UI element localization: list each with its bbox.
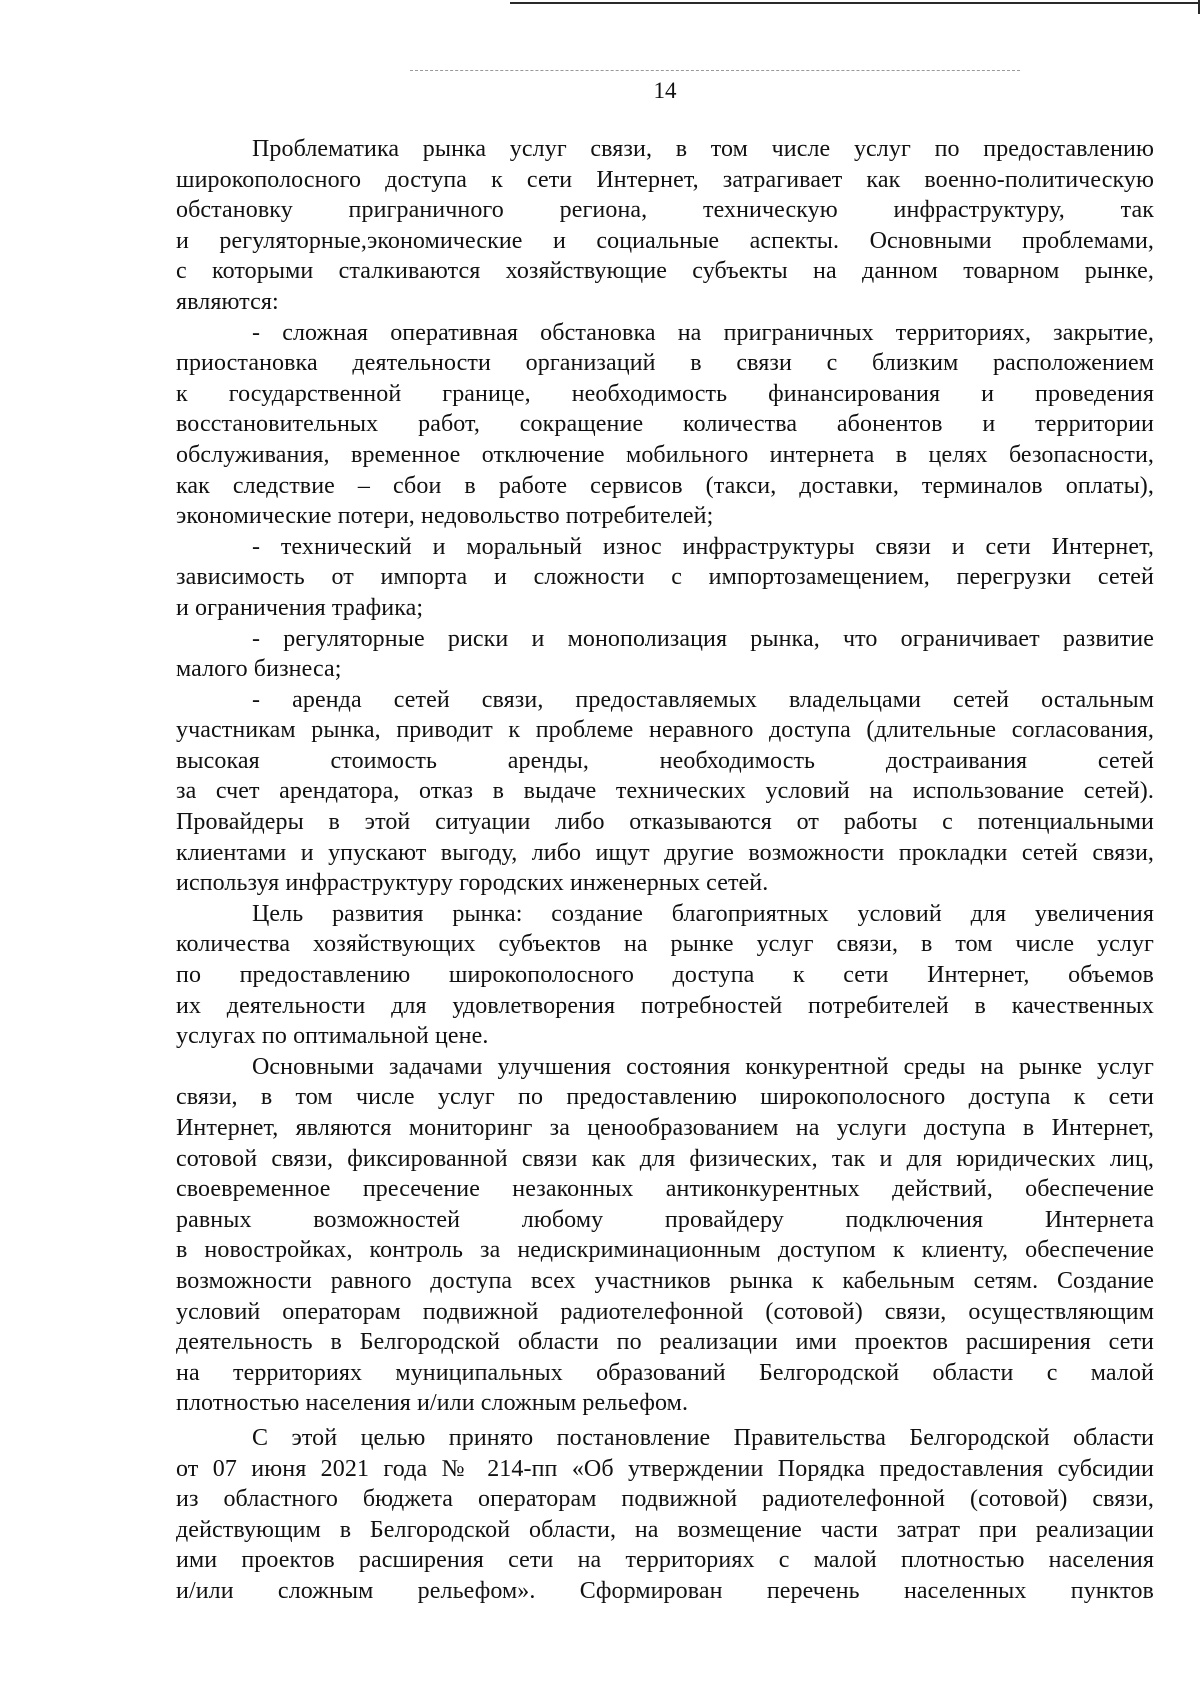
- text-line: являются:: [176, 288, 279, 315]
- text-line: Интернет, являются мониторинг за ценообразованием на услуги доступа в Интернет,: [176, 1115, 1154, 1141]
- text-line: Цель развития рынка: создание благоприятных условий для увеличения: [252, 900, 1154, 927]
- text-line: сотовой связи, фиксированной связи как для физических, так и для юридических лиц,: [176, 1145, 1154, 1172]
- text-line: условий операторам подвижной радиотелефонной (сотовой) связи, осуществляющим: [176, 1298, 1154, 1325]
- scan-edge-top: [510, 2, 1200, 4]
- text-line: - сложная оперативная обстановка на приграничных территориях, закрытие,: [252, 319, 1154, 346]
- paragraph-market-goal: [176, 899, 1154, 1052]
- paragraph-network-rental: [176, 685, 1154, 899]
- text-line: Основными задачами улучшения состояния конкурентной среды на рынке услуг: [252, 1053, 1154, 1080]
- text-line: восстановительных работ, сокращение количества абонентов и территории: [176, 411, 1154, 438]
- text-line: своевременное пресечение незаконных антиконкурентных действий, обеспечение: [176, 1176, 1154, 1203]
- paragraph-main-tasks: [176, 1052, 1154, 1419]
- text-line: как следствие – сбои в работе сервисов (такси, доставки, терминалов оплаты),: [176, 472, 1154, 499]
- text-line: за счет арендатора, отказ в выдаче технических условий на использование сетей).: [176, 778, 1154, 805]
- text-line: возможности равного доступа всех участников рынка к кабельным сетям. Создание: [176, 1267, 1154, 1294]
- text-line: на территориях муниципальных образований Белгородской области с малой: [176, 1359, 1154, 1386]
- text-line: зависимость от импорта и сложности с импортозамещением, перегрузки сетей: [176, 564, 1154, 591]
- text-line: широкополосного доступа к сети Интернет, затрагивает как военно-политическую: [176, 166, 1154, 193]
- text-line: С этой целью принято постановление Правительства Белгородской области: [252, 1424, 1154, 1451]
- text-line: равных возможностей любому провайдеру подключения Интернета: [176, 1206, 1154, 1233]
- text-line: - аренда сетей связи, предоставляемых владельцами сетей остальным: [252, 686, 1154, 713]
- paragraph-government-resolution: [176, 1423, 1154, 1607]
- text-line: высокая стоимость аренды, необходимость достраивания сетей: [176, 747, 1154, 774]
- header-rule: [410, 70, 1020, 71]
- text-line: Провайдеры в этой ситуации либо отказываются от работы с потенциальными: [176, 809, 1154, 836]
- text-line: - технический и моральный износ инфраструктуры связи и сети Интернет,: [252, 533, 1154, 560]
- text-line: - регуляторные риски и монополизация рынка, что ограничивает развитие: [252, 625, 1154, 652]
- text-line: с которыми сталкиваются хозяйствующие субъекты на данном товарном рынке,: [176, 258, 1154, 285]
- text-line: Проблематика рынка услуг связи, в том числе услуг по предоставлению: [252, 136, 1154, 162]
- text-line: по предоставлению широкополосного доступа к сети Интернет, объемов: [176, 962, 1154, 989]
- text-line: и ограничения трафика;: [176, 594, 424, 621]
- text-line: обстановку приграничного региона, техническую инфраструктуру, так: [176, 197, 1154, 224]
- text-line: и регуляторные,экономические и социальные аспекты. Основными проблемами,: [176, 227, 1154, 254]
- paragraph-infrastructure-wear: [176, 532, 1154, 624]
- document-body: [176, 134, 1154, 1607]
- text-line: малого бизнеса;: [176, 656, 342, 683]
- text-line: в новостройках, контроль за недискриминационным доступом к клиенту, обеспечение: [176, 1237, 1154, 1264]
- text-line: приостановка деятельности организаций в связи с близким расположением: [176, 350, 1154, 377]
- text-line: участникам рынка, приводит к проблеме неравного доступа (длительные согласования,: [176, 717, 1154, 744]
- text-line: и/или сложным рельефом». Сформирован перечень населенных пунктов: [176, 1577, 1154, 1604]
- text-line: используя инфраструктуру городских инженерных сетей.: [176, 870, 769, 897]
- text-line: их деятельности для удовлетворения потребностей потребителей в качественных: [176, 992, 1154, 1019]
- text-line: деятельность в Белгородской области по реализации ими проектов расширения сети: [176, 1329, 1154, 1356]
- paragraph-regulatory-risks: [176, 624, 1154, 685]
- text-line: клиентами и упускают выгоду, либо ищут другие возможности прокладки сетей связи,: [176, 839, 1154, 866]
- text-line: связи, в том числе услуг по предоставлению широкополосного доступа к сети: [176, 1084, 1154, 1111]
- text-line: плотностью населения и/или сложным рельефом.: [176, 1390, 689, 1417]
- text-line: услугах по оптимальной цене.: [176, 1023, 489, 1050]
- text-line: действующим в Белгородской области, на возмещение части затрат при реализации: [176, 1516, 1154, 1543]
- text-line: из областного бюджета операторам подвижной радиотелефонной (сотовой) связи,: [176, 1486, 1154, 1513]
- text-line: от 07 июня 2021 года № 214-пп «Об утверждении Порядка предоставления субсидии: [176, 1455, 1154, 1482]
- text-line: ими проектов расширения сети на территориях с малой плотностью населения: [176, 1547, 1154, 1574]
- paragraph-market-problems: [176, 134, 1154, 318]
- text-line: обслуживания, временное отключение мобильного интернета в целях безопасности,: [176, 441, 1154, 468]
- text-line: к государственной границе, необходимость финансирования и проведения: [176, 380, 1154, 407]
- text-line: количества хозяйствующих субъектов на рынке услуг связи, в том числе услуг: [176, 931, 1154, 958]
- page-number: 14: [653, 78, 677, 103]
- text-line: экономические потери, недовольство потребителей;: [176, 503, 714, 530]
- paragraph-operational-situation: [176, 318, 1154, 532]
